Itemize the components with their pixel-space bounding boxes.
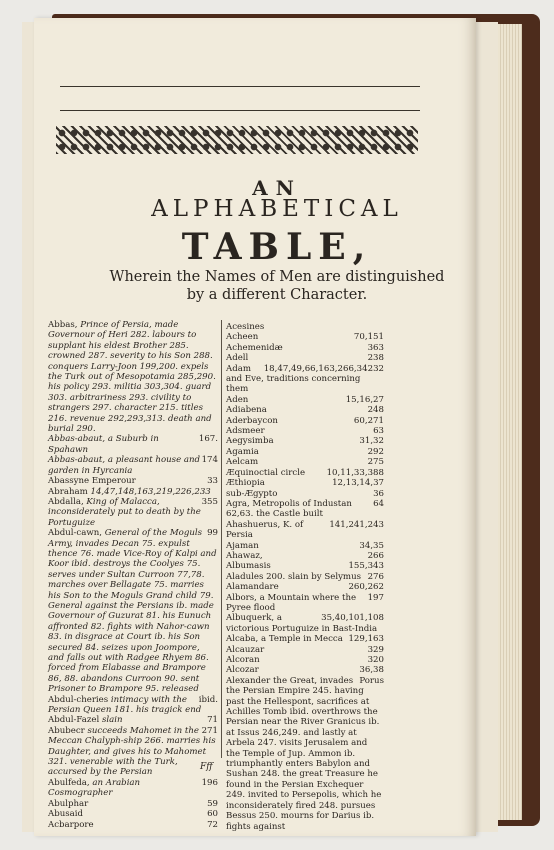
index-entry-ref: 99 <box>207 528 218 539</box>
index-entry <box>226 416 384 426</box>
index-entry-text: slain <box>102 715 123 726</box>
index-entry-ref: 59 <box>207 798 218 809</box>
index-entry <box>48 715 218 725</box>
index-entry-name: Abdul-cawn, <box>48 528 105 539</box>
index-entry-ref: 197 <box>367 592 384 603</box>
index-entry <box>48 487 218 497</box>
index-entry-name: Abdul-Fazel <box>48 715 102 726</box>
subtitle-line: by a different Character. <box>186 287 368 303</box>
index-entry-ref: 64 <box>373 498 384 509</box>
index-entry-text: Abbas-abaut, a Suburb in Spahawn <box>48 434 159 455</box>
index-entry-ref: 141,241,243 <box>329 519 384 530</box>
index-entry-name: Abulfeda, <box>48 777 93 788</box>
index-entry-name: Albuquerk, a victorious Portuguize in Bast-India <box>226 613 378 634</box>
index-entry-ref: 329 <box>367 644 384 655</box>
index-entry <box>48 528 218 695</box>
index-entry <box>226 561 384 571</box>
index-entry-ref: 36 <box>373 488 384 499</box>
index-entry-ref: 72 <box>207 819 218 830</box>
index-entry-ref: 63 <box>373 426 384 437</box>
index-entry <box>226 478 384 488</box>
index-entry-name: Agra, Metropolis of Industan 62,63. the Castle built <box>226 498 352 520</box>
index-entry <box>48 809 218 819</box>
index-entry-name: Albumasis <box>226 561 271 572</box>
index-entry <box>226 541 384 551</box>
index-entry-name: Æthiopia <box>226 478 265 489</box>
index-entry-ref: 34,35 <box>359 540 384 551</box>
index-entry-name: Ajaman <box>226 540 259 551</box>
index-entry-ref: 167. <box>198 434 218 445</box>
index-entry-text: King of Malacca, inconsiderately put to death by the Portuguize <box>48 496 201 528</box>
index-entry-ref: 35,40,101,108 <box>321 613 384 624</box>
index-entry-ref: 15,16,27 <box>345 394 384 405</box>
index-entry-ref: 36,38 <box>359 665 384 676</box>
index-entry-name: Æquinoctial circle <box>226 467 306 478</box>
index-entry-ref: 260,262 <box>348 582 384 593</box>
index-entry-name: Abbas, <box>48 320 81 330</box>
index-entry-text: Prince of Persia, made Governour of Heri 282. labours to supplant his eldest Brother 285. crowned 287. severity to his Son 288. conquers Larry-Joon 199,200. expels the Turk out of Mesopotamia 285,290. his policy 293. militia 303,304. guard 303. arbitrariness 293. civility to strangers 297. character 215. titles 216. revenue 292,293,313. death and burial 290. <box>48 320 216 435</box>
index-entry-ref: 292 <box>367 446 384 457</box>
index-entry <box>226 676 384 832</box>
index-entry-name: Alamandare <box>226 582 279 593</box>
index-entry-ref: 155,343 <box>348 561 384 572</box>
index-entry-name: Acheen <box>226 332 259 343</box>
index-entry-name: Alcozar <box>226 665 259 676</box>
index-entry-name: Adsmeer <box>226 426 265 437</box>
index-entry <box>226 436 384 446</box>
index-column-left <box>48 320 218 830</box>
index-entry <box>226 645 384 655</box>
index-entry <box>226 405 384 415</box>
index-entry-name: Achemenidæ <box>226 342 283 353</box>
index-entry <box>226 395 384 405</box>
ornament-band <box>56 126 418 154</box>
index-entry-name: Alcoran <box>226 655 260 665</box>
index-entry <box>226 489 384 499</box>
header-rule <box>60 86 420 87</box>
index-entry-ref: 196 <box>201 777 218 788</box>
index-entry <box>48 434 218 455</box>
index-entry <box>226 364 384 395</box>
index-entry <box>226 593 384 614</box>
index-entry-name: sub-Ægypto <box>226 488 278 499</box>
index-entry-ref: 18,47,49,66,163,266,342 <box>263 363 374 374</box>
index-entry <box>48 799 218 809</box>
index-entry-ref: 238 <box>367 353 384 364</box>
index-entry-ref: 248 <box>367 405 384 416</box>
index-entry-name: Abdul-cheries <box>48 694 111 705</box>
index-entry-text: intimacy with the Persian Queen 181. his tragick end <box>48 694 202 716</box>
index-entry-name: Adell <box>226 353 249 364</box>
index-entry <box>226 665 384 675</box>
index-entry <box>226 332 384 342</box>
title-table: TABLE, <box>181 226 373 268</box>
index-entry <box>226 499 384 520</box>
index-entry <box>226 572 384 582</box>
index-entry-ref: 363 <box>367 342 384 353</box>
column-divider <box>221 320 222 758</box>
index-entry <box>48 320 218 434</box>
index-entry-ref: 275 <box>367 457 384 468</box>
index-entry-name: Alexander the Great, invades the Persian Empire 245. having past the Hellespont, sacrifices at Achilles Tomb ibid. overthrows the Persian near the River Granicus ib. at Issus 246,249. and lastly at Arbela 247. visits Jerusalem and the Temple of Jup. Ammon ib. triumphantly enters Babylon and Sushan 248. the great Treasure he found in the Persian Exchequer 249. invited to Persepolis, which he inconsiderately fired 248. pursues Bessus 250. mourns for Darius ib. fights against <box>226 675 382 832</box>
index-entry <box>226 520 384 541</box>
header-rule <box>60 110 420 111</box>
index-entry <box>226 447 384 457</box>
index-entry <box>226 655 384 665</box>
index-entry-name: Aden <box>226 394 249 405</box>
index-entry-ref: 32 <box>373 363 384 374</box>
index-entry <box>226 468 384 478</box>
index-entry-name: Alcaba, a Temple in Mecca <box>226 634 343 645</box>
index-entry-name: Acbarpore <box>48 819 94 830</box>
index-entry-name: Adiabena <box>226 405 267 416</box>
index-entry <box>226 613 384 634</box>
index-entry-ref: 271 <box>201 725 218 736</box>
index-entry-name: Abulphar <box>48 798 89 809</box>
index-entry-ref: 33 <box>207 476 218 487</box>
index-entry <box>226 457 384 467</box>
index-entry <box>48 778 218 799</box>
index-entry-ref: 355 <box>201 496 218 507</box>
subtitle <box>0 268 554 304</box>
index-entry-name: Aderbaycon <box>226 415 278 426</box>
index-entry <box>226 426 384 436</box>
index-entry-name: Agamia <box>226 446 259 457</box>
index-entry-name: Ahashuerus, K. of Persia <box>226 519 304 541</box>
index-entry-name: Abassyne Emperour <box>48 476 136 487</box>
signature-mark: Fff <box>200 762 213 772</box>
index-entry-name: Acesines <box>226 322 265 332</box>
index-entry <box>48 726 218 778</box>
title-alphabetical: ALPHABETICAL <box>151 196 403 222</box>
index-entry <box>226 322 384 332</box>
index-entry-ref: 174 <box>201 455 218 466</box>
index-entry-name: Alcauzar <box>226 644 265 655</box>
index-entry-ref: 70,151 <box>353 332 384 343</box>
index-entry <box>226 634 384 644</box>
index-entry-ref: 12,13,14,37 <box>332 478 384 489</box>
index-entry-name: Aladules 200. slain by Selymus <box>226 571 362 582</box>
index-entry-ref: 60,271 <box>353 415 384 426</box>
index-entry-name: Abubecr <box>48 725 88 736</box>
index-entry-text: General of the Moguls Army, invades Decan 75. expulst thence 76. made Vice-Roy of Kalpi and Koor ibid. destroys the Coolyes 75. serves under Sultan Curroon 77,78. marches over Bellagate 75. marries his Son to the Moguls Grand child 79. General against the Persians ib. made Governour of Guzurat 81. his Eunuch affronted 82. fights with Nahor-cawn 83. in disgrace at Court ib. his Son secured 84. seizes upon Joompore, and falls out with Radgee Rhyem 86. forced from Elabasse and Brampore 86, 88. abandons Curroon 90. sent Prisoner to Brampore 95. released <box>48 528 217 695</box>
index-entry <box>226 582 384 592</box>
index-entry <box>226 353 384 363</box>
index-entry-name: Aegysimba <box>226 436 274 447</box>
index-entry-ref: 320 <box>367 655 384 665</box>
index-entry <box>226 343 384 353</box>
index-entry <box>48 455 218 476</box>
index-entry-ref: 60 <box>207 809 218 820</box>
index-entry-text: 14,47,148,163,219,226,233 <box>90 486 211 497</box>
index-entry-text: Abbas-abaut, a pleasant house and garden in Hyrcania <box>48 455 201 476</box>
index-entry-text: succeeds Mahomet in the Meccan Chalyph-ship 266. marries his Daughter, and gives his to Mahomet 321. venerable with the Turk, accursed by the Persian <box>48 725 216 778</box>
index-entry-ref: 129,163 <box>348 634 384 645</box>
title-an: AN <box>252 176 302 200</box>
index-entry <box>48 476 218 486</box>
index-entry-ref: Porus <box>359 675 384 686</box>
index-entry-name: Abusaid <box>48 809 84 820</box>
index-entry-ref: 10,11,33,388 <box>326 467 384 478</box>
index-entry <box>48 695 218 716</box>
index-entry-name: Albors, a Mountain where the Pyree flood <box>226 592 357 613</box>
index-column-right <box>226 322 384 832</box>
index-entry-ref: 71 <box>207 715 218 726</box>
index-entry-ref: 31,32 <box>359 436 384 447</box>
index-entry <box>226 551 384 561</box>
index-entry <box>48 497 218 528</box>
subtitle-line: Wherein the Names of Men are distinguished <box>109 269 445 285</box>
index-entry-text: an Arabian Cosmographer <box>48 777 141 799</box>
index-entry-name: Aelcam <box>226 457 259 468</box>
index-entry-name: Adam and Eve, traditions concerning them <box>226 363 361 395</box>
index-entry <box>48 820 218 830</box>
index-entry-name: Abdalla, <box>48 496 87 507</box>
index-entry-name: Abraham <box>48 486 91 497</box>
index-entry-ref: 266 <box>367 550 384 561</box>
index-entry-name: Ahawaz, <box>226 550 263 561</box>
index-entry-ref: 276 <box>367 571 384 582</box>
index-entry-ref: ibid. <box>198 694 218 705</box>
